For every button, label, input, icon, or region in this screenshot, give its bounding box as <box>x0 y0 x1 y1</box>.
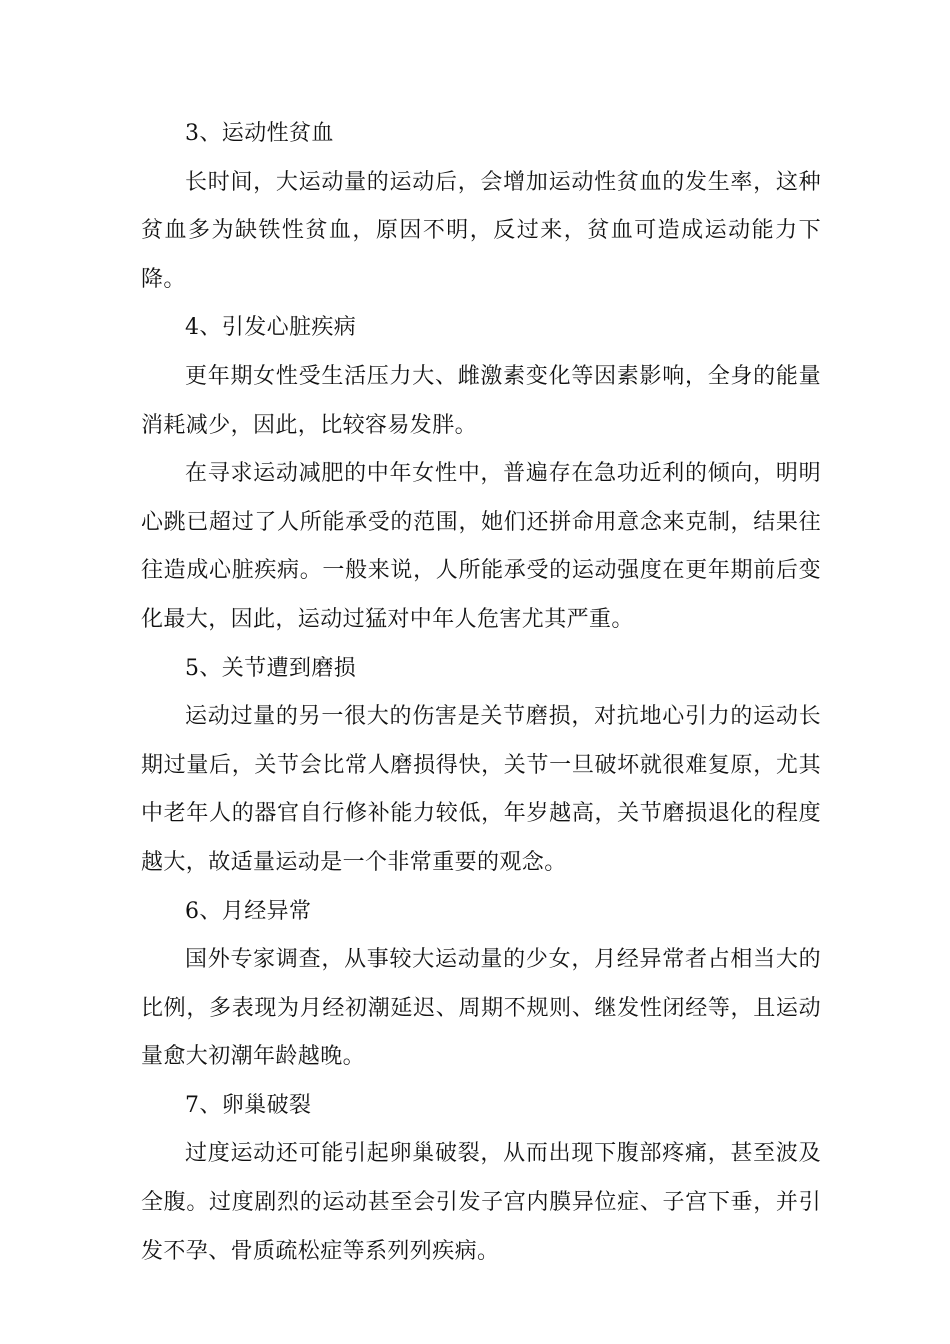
section-heading-exercise-anemia: 3、运动性贫血 <box>185 121 334 146</box>
paragraph-heart-disease: 在寻求运动减肥的中年女性中，普遍存在急功近利的倾向，明明心跳已超过了人所能承受的范围，她们还拼命用意念来克制，结果往往造成心脏疾病。一般来说，人所能承受的运动强度在更年期前后变化最大，因此，运动过猛对中年人危害尤其严重。 <box>141 461 821 632</box>
document-body <box>141 110 821 1276</box>
paragraph-menopause-weight: 更年期女性受生活压力大、雌激素变化等因素影响，全身的能量消耗减少，因此，比较容易发胖。 <box>141 363 821 438</box>
paragraph-menstrual-abnormality: 国外专家调查，从事较大运动量的少女，月经异常者占相当大的比例，多表现为月经初潮延迟、周期不规则、继发性闭经等，且运动量愈大初潮年龄越晚。 <box>141 947 821 1070</box>
section-heading-ovarian-rupture: 7、卵巢破裂 <box>185 1092 312 1118</box>
paragraph-ovarian-rupture: 过度运动还可能引起卵巢破裂，从而出现下腹部疼痛，甚至波及全腹。过度剧烈的运动甚至会引发子宫内膜异位症、子宫下垂，并引发不孕、骨质疏松症等系列列疾病。 <box>141 1141 821 1264</box>
paragraph-joint-wear: 运动过量的另一很大的伤害是关节磨损，对抗地心引力的运动长期过量后，关节会比常人磨损得快，关节一旦破坏就很难复原，尤其中老年人的器官自行修补能力较低，年岁越高，关节磨损退化的程度越大，故适量运动是一个非常重要的观念。 <box>141 704 821 875</box>
section-heading-heart-disease: 4、引发心脏疾病 <box>185 315 357 341</box>
section-heading-menstrual-abnormality: 6、月经异常 <box>185 898 312 924</box>
section-heading-joint-wear: 5、关节遭到磨损 <box>185 655 357 681</box>
paragraph-exercise-anemia: 长时间，大运动量的运动后，会增加运动性贫血的发生率，这种贫血多为缺铁性贫血，原因不明，反过来，贫血可造成运动能力下降。 <box>141 169 821 292</box>
